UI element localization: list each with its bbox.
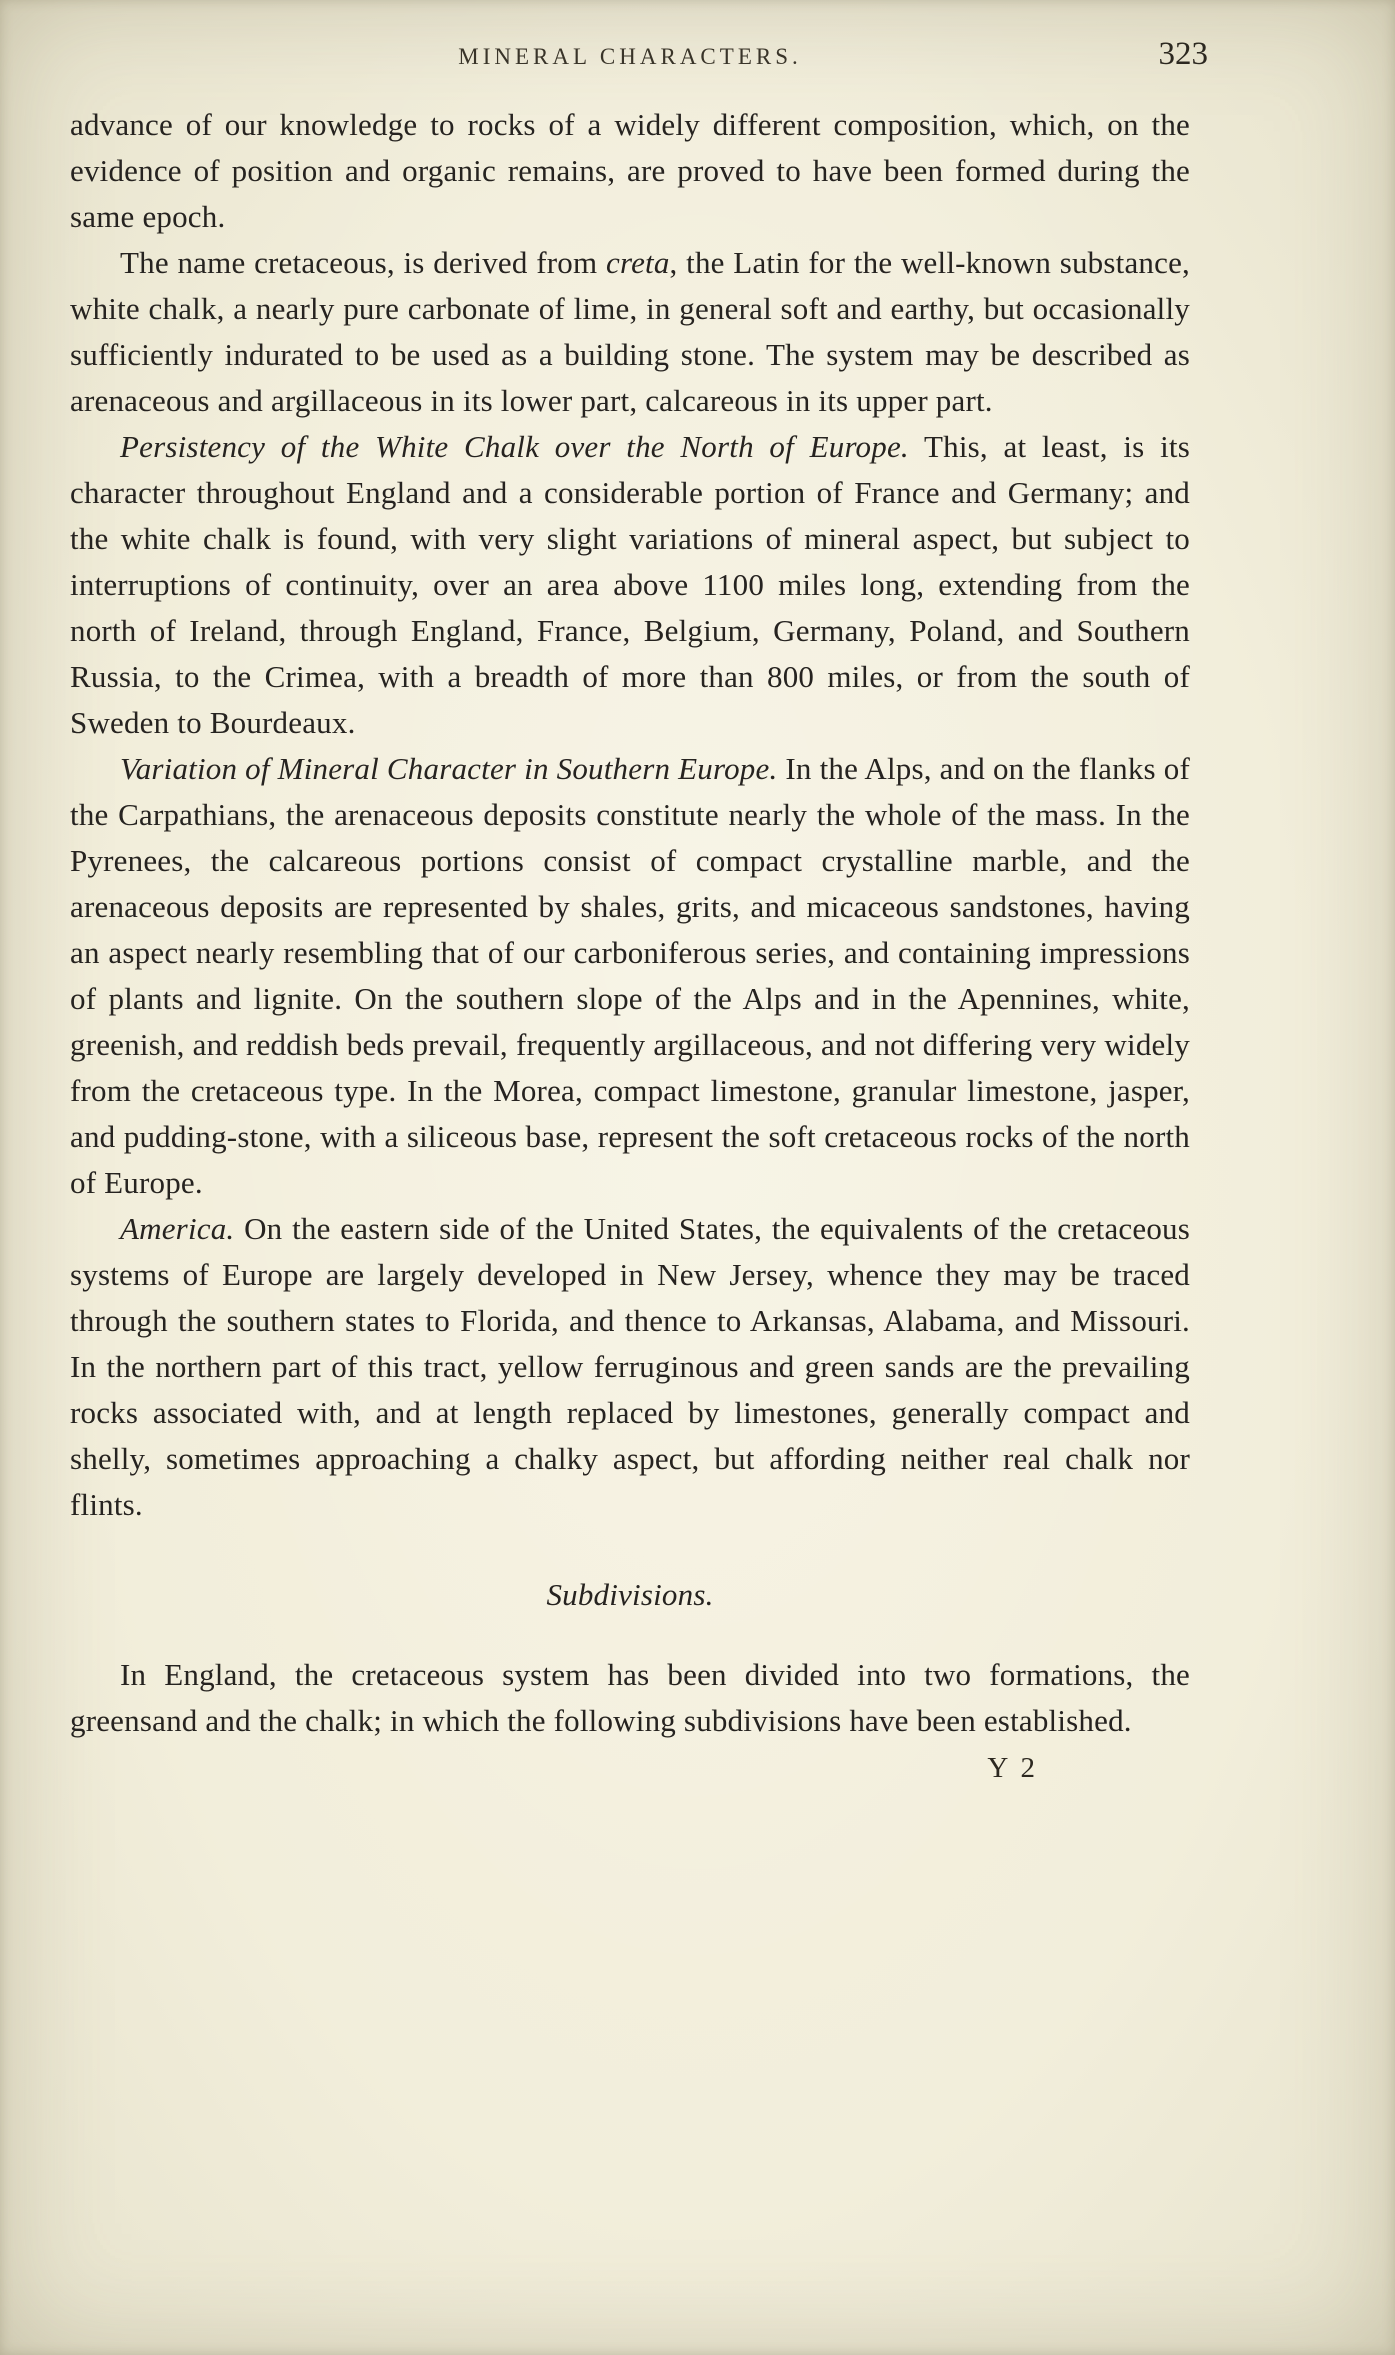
paragraph: America. On the eastern side of the United States, the equivalents of the cretaceous systems of Europe are largely developed in New Jersey, whence they may be traced through the southern states to Florida, and thence to Arkansas, Alabama, and Missouri. In the northern part of this tract, yellow ferruginous and green sands are the prevailing rocks associated with, and at length replaced by limestones, generally compact and shelly, sometimes approaching a chalky aspect, but affording neither real chalk nor flints. <box>70 1211 1190 1522</box>
paragraph-italic-text: America. <box>120 1211 235 1246</box>
page-header <box>70 36 1208 82</box>
paragraph: Persistency of the White Chalk over the North of Europe. This, at least, is its character throughout England and a considerable portion of France and Germany; and the white chalk is found, with very slight variations of mineral aspect, but subject to interruptions of continuity, over an area above 1100 miles long, extending from the north of Ireland, through England, France, Belgium, Germany, Poland, and Southern Russia, to the Crimea, with a breadth of more than 800 miles, or from the south of Sweden to Bourdeaux. <box>70 429 1190 740</box>
paragraph-italic-text: creta <box>606 245 670 280</box>
running-title: MINERAL CHARACTERS. <box>458 44 802 69</box>
page-number: 323 <box>1158 36 1208 72</box>
paragraph-italic-text: Persistency of the White Chalk over the North of Europe. <box>120 429 909 464</box>
paragraph: In England, the cretaceous system has been divided into two formations, the greensand and the chalk; in which the following subdivisions have been established. <box>70 1657 1190 1738</box>
text-block <box>70 102 1190 1744</box>
paragraph: Variation of Mineral Character in Southern Europe. In the Alps, and on the flanks of the Carpathians, the arenaceous deposits constitute nearly the whole of the mass. In the Pyrenees, the calcareous portions consist of compact crystalline marble, and the arenaceous deposits are represented by shales, grits, and micaceous sandstones, having an aspect nearly resembling that of our carboniferous series, and containing impressions of plants and lignite. On the southern slope of the Alps and in the Apennines, white, greenish, and reddish beds prevail, frequently argillaceous, and not differing very widely from the cretaceous type. In the Morea, compact limestone, granular limestone, jasper, and pudding-stone, with a siliceous base, represent the soft cretaceous rocks of the north of Europe. <box>70 751 1190 1200</box>
paragraph-italic-text: Variation of Mineral Character in Southern Europe. <box>120 751 778 786</box>
paragraph: The name cretaceous, is derived from creta, the Latin for the well-known substance, white chalk, a nearly pure carbonate of lime, in general soft and earthy, but occasionally sufficiently indurated to be used as a building stone. The system may be described as arenaceous and argillaceous in its lower part, calcareous in its upper part. <box>70 245 1190 418</box>
paragraph: advance of our knowledge to rocks of a widely different composition, which, on the evidence of position and organic remains, are proved to have been formed during the same epoch. <box>70 107 1190 234</box>
section-heading: Subdivisions. <box>546 1577 714 1612</box>
printer-signature: Y 2 <box>987 1752 1038 1784</box>
